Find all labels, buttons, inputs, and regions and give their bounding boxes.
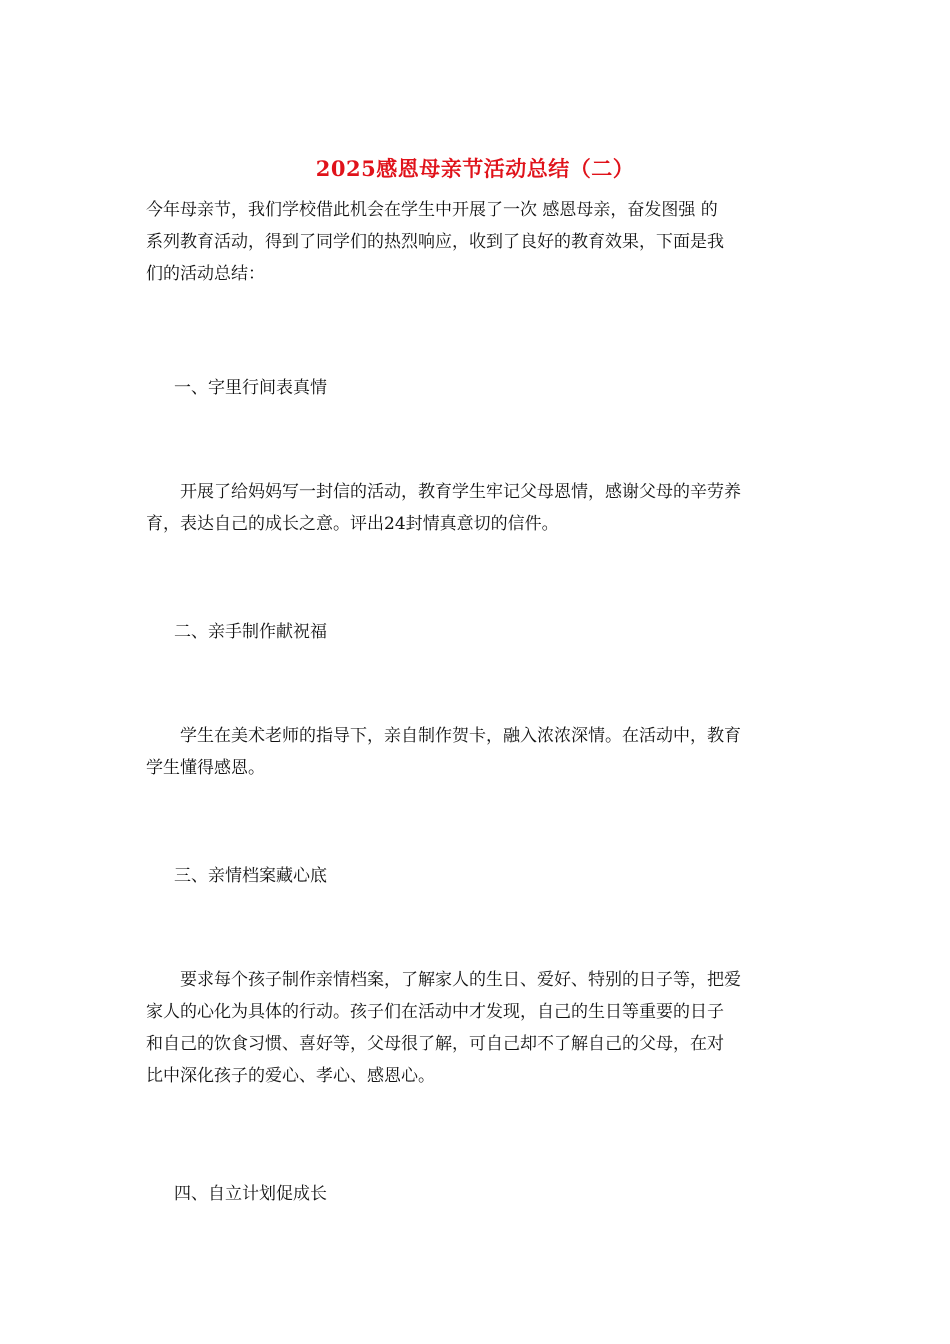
paragraph-line: 比中深化孩子的爱心、孝心、感恩心。 <box>146 1066 435 1086</box>
paragraph-line: 家人的心化为具体的行动。孩子们在活动中才发现，自己的生日等重要的日子 <box>146 1002 724 1022</box>
paragraph-line: 们的活动总结： <box>146 264 265 284</box>
paragraph-line: 育，表达自己的成长之意。评出24封情真意切的信件。 <box>146 514 559 534</box>
section-paragraph-2 <box>146 720 806 784</box>
paragraph-line: 学生在美术老师的指导下，亲自制作贺卡，融入浓浓深情。在活动中，教育 <box>146 726 741 746</box>
paragraph-line: 开展了给妈妈写一封信的活动，教育学生牢记父母恩情，感谢父母的辛劳养 <box>146 482 741 502</box>
section-heading-3: 三、亲情档案藏心底 <box>174 866 327 886</box>
paragraph-line: 学生懂得感恩。 <box>146 758 265 778</box>
paragraph-line: 要求每个孩子制作亲情档案，了解家人的生日、爱好、特别的日子等，把爱 <box>146 970 741 990</box>
section-heading-4: 四、自立计划促成长 <box>174 1184 327 1204</box>
paragraph-line: 今年母亲节，我们学校借此机会在学生中开展了一次 感恩母亲，奋发图强 的 <box>146 200 718 220</box>
section-heading-2: 二、亲手制作献祝福 <box>174 622 327 642</box>
paragraph-line: 系列教育活动，得到了同学们的热烈响应，收到了良好的教育效果，下面是我 <box>146 232 724 252</box>
section-paragraph-3 <box>146 964 806 1092</box>
section-paragraph-1 <box>146 476 806 540</box>
document-title: 2025感恩母亲节活动总结（二） <box>315 156 635 181</box>
intro-paragraph <box>146 194 806 290</box>
paragraph-line: 和自己的饮食习惯、喜好等，父母很了解，可自己却不了解自己的父母，在对 <box>146 1034 724 1054</box>
section-heading-1: 一、字里行间表真情 <box>174 378 327 398</box>
